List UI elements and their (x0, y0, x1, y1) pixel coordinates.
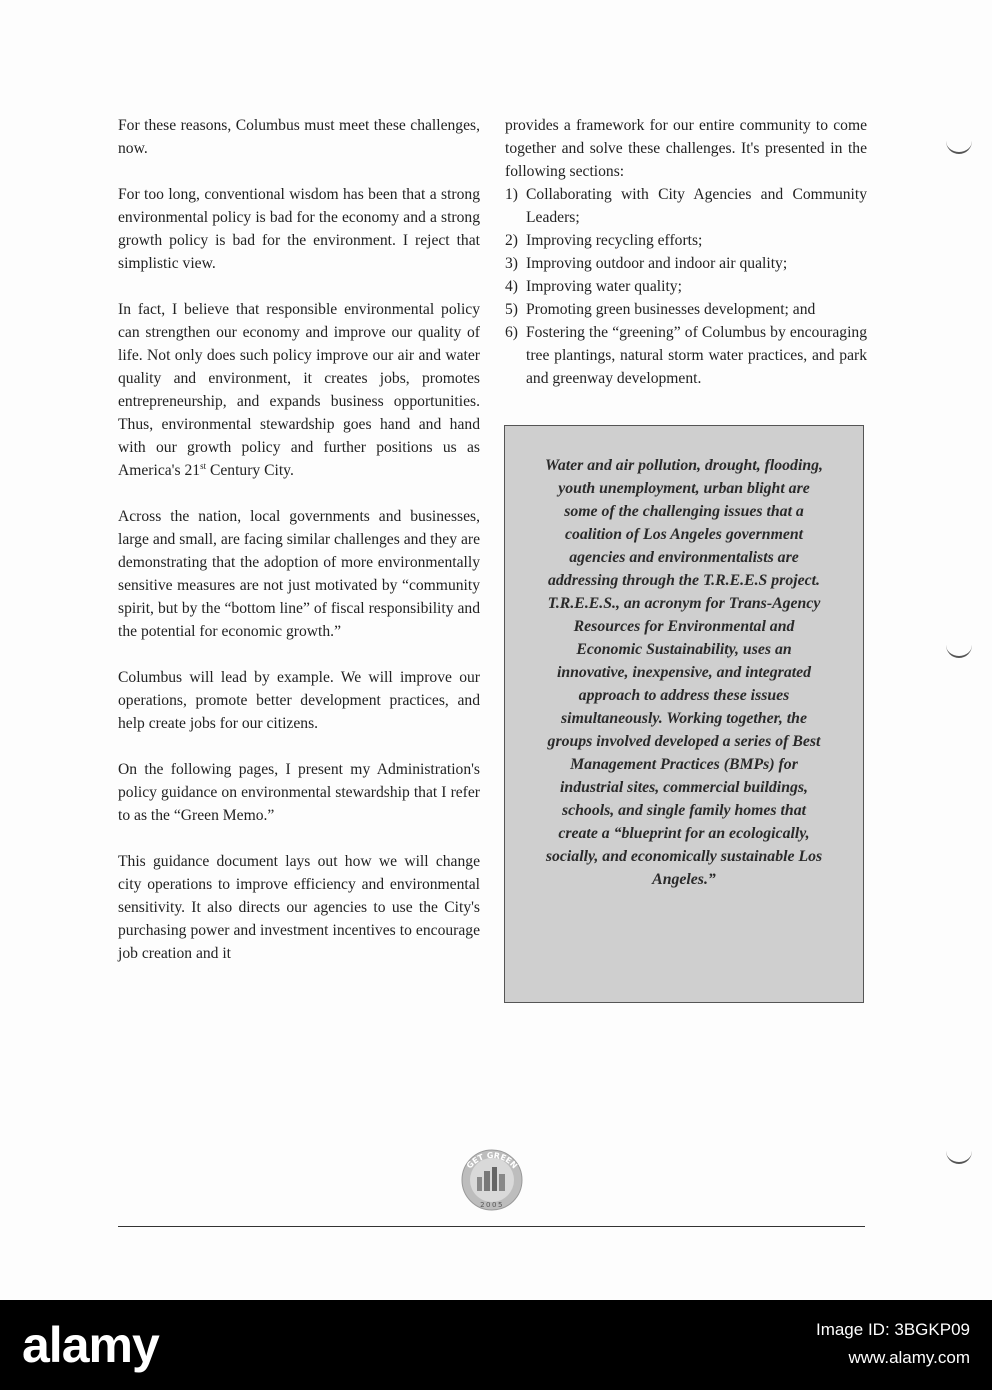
get-green-logo (453, 1147, 531, 1213)
list-item: 6) Fostering the “greening” of Columbus by encouraging tree plantings, natural storm water practices, and park and greenway development. (505, 324, 867, 387)
list-item: 4) Improving water quality; (505, 278, 682, 295)
image-id: Image ID: 3BGKP09 (815, 1320, 970, 1339)
right-column (505, 114, 867, 390)
paragraph-5: Columbus will lead by example. We will improve our operations, promote better development practices, and help create jobs for our citizens. (118, 669, 480, 732)
paragraph-3: In fact, I believe that responsible environmental policy can strengthen our economy and improve our quality of life. Not only does such policy improve our air and water quality and environment, it creates jobs, promotes entrepreneurship, and expands business opportunities. Thus, environmental stewardship goes hand and hand with our growth policy and further positions us as America's 21st Century City. (118, 301, 480, 479)
right-intro: provides a framework for our entire community to come together and solve these challenges. It's presented in the following sections: (505, 117, 867, 180)
sections-list (505, 183, 867, 390)
list-item: 2) Improving recycling efforts; (505, 232, 703, 249)
binder-hole-mark (946, 1148, 972, 1164)
logo-year: 2005 (480, 1201, 504, 1209)
left-column (118, 114, 480, 988)
paragraph-6: On the following pages, I present my Administration's policy guidance on environmental stewardship that I refer to as the “Green Memo.” (118, 761, 480, 824)
list-item: 1) Collaborating with City Agencies and Community Leaders; (505, 186, 867, 226)
brand-logo: alamy (22, 1317, 159, 1373)
watermark-banner (0, 1300, 992, 1390)
paragraph-4: Across the nation, local governments and businesses, large and small, are facing similar challenges and they are demonstrating that the adoption of more environmentally sensitive measures are not just motivated by “community spirit, but by the “bottom line” of fiscal responsibility and the potential for economic growth.” (118, 508, 480, 640)
callout-text: Water and air pollution, drought, flooding, youth unemployment, urban blight are some of the challenging issues that a coalition of Los Angeles government agencies and environmentalists are addressing through the T.R.E.E.S project. T.R.E.E.S., an acronym for Trans-Agency Resources for Environmental and Economic Sustainability, uses an innovative, inexpensive, and integrated approach to address these issues simultaneously. Working together, the groups involved developed a series of Best Management Practices (BMPs) for industrial sites, commercial buildings, schools, and single family homes that create a “blueprint for an ecologically, socially, and economically sustainable Los Angeles.” (545, 457, 823, 888)
binder-hole-mark (946, 642, 972, 658)
callout-box (504, 425, 864, 1003)
logo-top-text: GET GREEN (464, 1150, 520, 1171)
binder-hole-mark (946, 138, 972, 154)
paragraph-1: For these reasons, Columbus must meet these challenges, now. (118, 117, 480, 157)
footer-rule (118, 1226, 865, 1227)
list-item: 3) Improving outdoor and indoor air quality; (505, 255, 788, 272)
site-url: www.alamy.com (848, 1348, 970, 1367)
paragraph-2: For too long, conventional wisdom has been that a strong environmental policy is bad for the economy and a strong growth policy is bad for the environment. I reject that simplistic view. (118, 186, 480, 272)
paragraph-7: This guidance document lays out how we will change city operations to improve efficiency and environmental sensitivity. It also directs our agencies to use the City's purchasing power and investment incentives to encourage job creation and it (118, 853, 480, 962)
list-item: 5) Promoting green businesses development; and (505, 301, 816, 318)
